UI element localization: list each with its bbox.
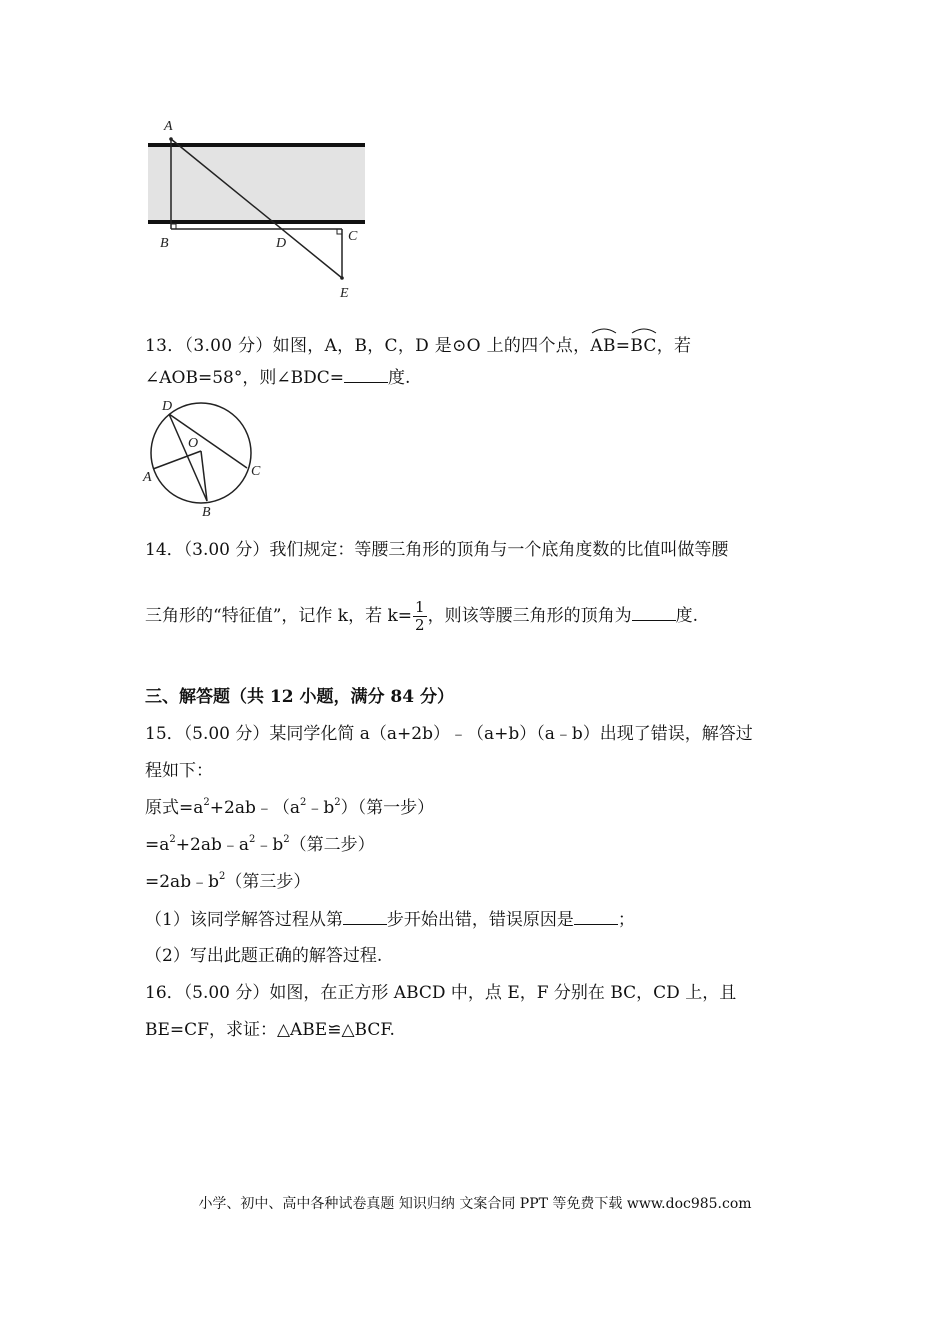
q15-step1: 原式$=a^2+2ab﹣(a^2﹣b^2)$（第一步） xyxy=(145,797,435,818)
answer-blank-q13[interactable] xyxy=(344,366,388,383)
page-footer: 小学、初中、高中各种试卷真题 知识归纳 文案合同 PPT 等免费下载 www.doc985.com xyxy=(198,1196,752,1212)
q13-line1: 13．（3.00 分）如图，A，B，C，D 是⊙O 上的四个点， AB= BC，若 xyxy=(145,329,691,357)
label-d: D xyxy=(162,399,173,414)
figure-band-triangles xyxy=(140,112,380,307)
arc-ab-icon xyxy=(590,326,618,334)
q15-step3: $=2ab﹣b^2$（第三步） xyxy=(145,871,311,892)
fraction-one-half: $\frac{1}{2}$ xyxy=(415,598,425,634)
arc-bc-icon xyxy=(630,326,658,334)
q16-line2: BE=CF，求证：△ABE≌△BCF. xyxy=(145,1020,395,1040)
answer-blank-q15-reason[interactable] xyxy=(574,908,618,925)
label-b: B xyxy=(202,505,211,520)
q15-sub2: （2）写出此题正确的解答过程. xyxy=(145,946,383,966)
label-a: A xyxy=(164,119,173,134)
figure-circle xyxy=(140,395,270,520)
arc-bc-label: BC xyxy=(630,329,656,357)
q15-line2: 程如下： xyxy=(145,761,213,781)
label-a: A xyxy=(143,470,152,485)
label-e: E xyxy=(340,286,349,301)
shaded-band xyxy=(148,145,365,222)
label-c: C xyxy=(251,464,261,479)
q14-line1: 14．（3.00 分）我们规定：等腰三角形的顶角与一个底角度数的比值叫做等腰 xyxy=(145,540,729,560)
q13-line2: ∠AOB=58°，则∠BDC= 度. xyxy=(145,368,411,388)
q15-line1: 15．（5.00 分）某同学化简 a（a+2b）﹣（a+b）（a﹣b）出现了错误，解答过 xyxy=(145,724,753,744)
answer-blank-q14[interactable] xyxy=(632,604,676,621)
arc-ab-label: AB xyxy=(590,329,615,357)
q16-line1: 16．（5.00 分）如图，在正方形 ABCD 中，点 E，F 分别在 BC，CD 上，且 xyxy=(145,983,737,1003)
label-d: D xyxy=(276,236,287,251)
answer-blank-q15-step[interactable] xyxy=(343,908,387,925)
segment-oa xyxy=(153,451,201,469)
section-heading: 三、解答题（共 12 小题，满分 84 分） xyxy=(145,687,454,707)
q15-step2: $=a^2+2ab﹣a^2﹣b^2$（第二步） xyxy=(145,834,375,855)
label-c: C xyxy=(348,229,358,244)
q15-sub1: （1）该同学解答过程从第 步开始出错，错误原因是 ； xyxy=(145,910,635,930)
label-b: B xyxy=(160,236,169,251)
q14-line2: 三角形的“特征值”，记作 k，若 k= $\frac{1}{2}$ ，则该等腰三角形的顶角为 度. xyxy=(145,598,698,634)
label-o: O xyxy=(188,436,199,451)
